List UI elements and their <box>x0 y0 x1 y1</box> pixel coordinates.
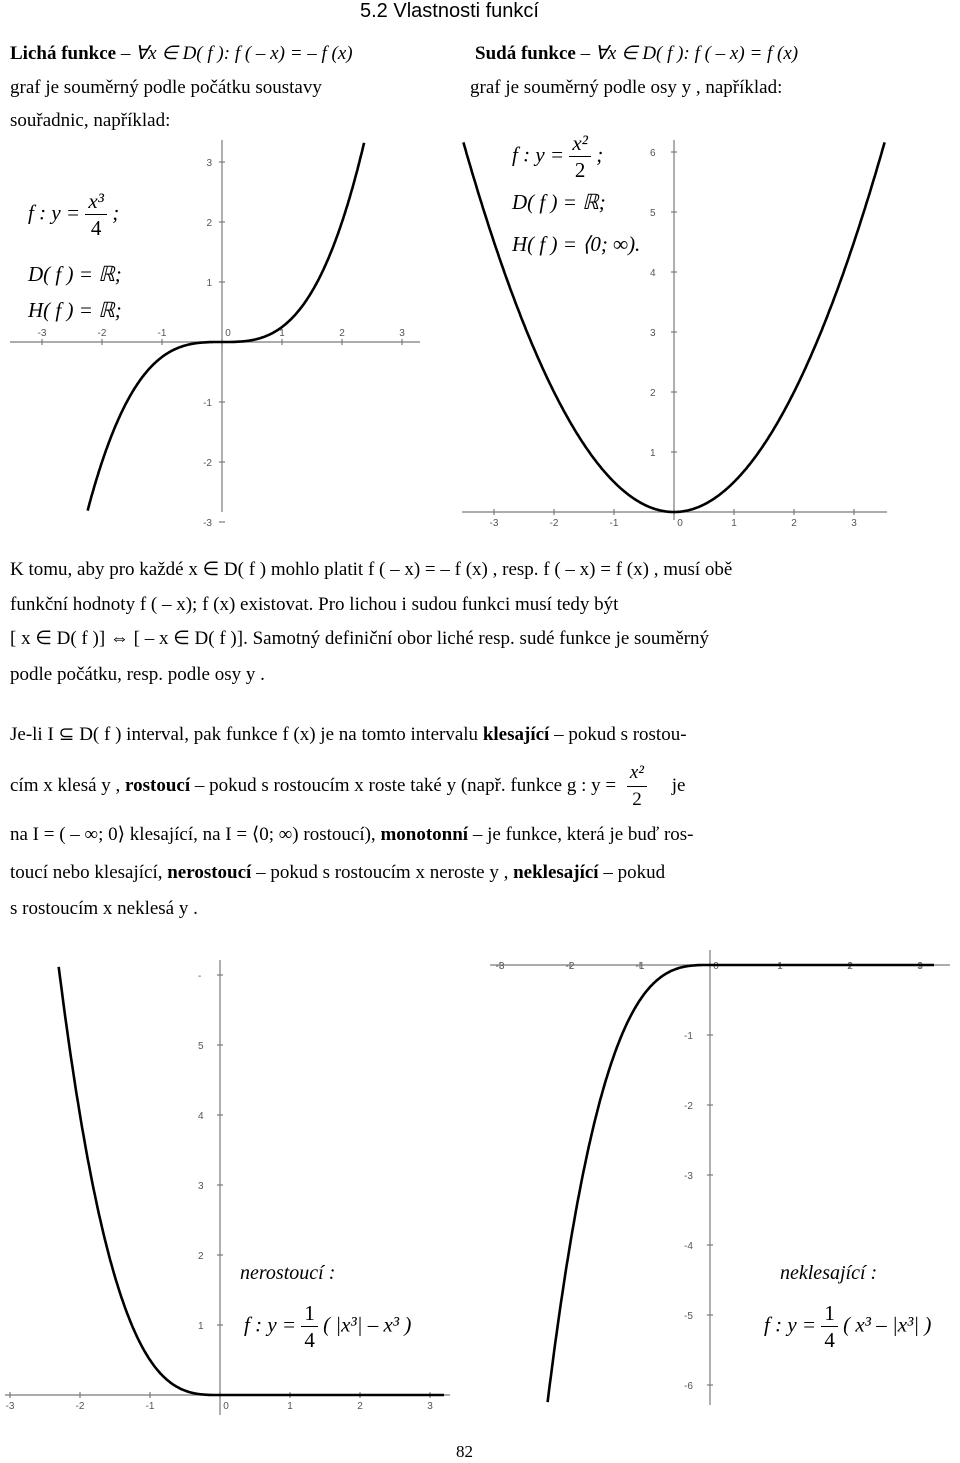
formula-body: ( |x³| – x³ ) <box>323 1312 412 1337</box>
odd-function-text-2: souřadnic, například: <box>10 110 171 131</box>
paragraph-1-line-3: [ x ∈ D( f )] ⇔ [ – x ∈ D( f )]. Samotný definiční obor liché resp. sudé funkce je souměrný <box>10 628 709 649</box>
graph2-y-tick-label: 5 <box>650 208 656 219</box>
fraction-denominator: 4 <box>824 1328 835 1352</box>
paragraph-2-line-5: s rostoucím x neklesá y . <box>10 898 198 919</box>
graph1-x-tick-label: -1 <box>157 328 167 339</box>
page-title: 5.2 Vlastnosti funkcí <box>360 0 539 22</box>
formula-prefix: f : y = <box>512 142 565 167</box>
graph4-y-tick-label: -1 <box>684 1031 693 1042</box>
paragraph-2-line-2 <box>10 760 685 813</box>
even-function-domain: D( f ) = ℝ; <box>512 190 606 214</box>
fraction-denominator: 2 <box>632 789 642 810</box>
graph1-y-tick-label: -1 <box>203 398 212 409</box>
paragraph-2-line-4 <box>10 856 665 889</box>
term-monotonni: monotonní <box>380 824 469 845</box>
graph2-x-tick-label: 2 <box>791 518 797 529</box>
graph4-y-tick-label: -6 <box>684 1381 693 1392</box>
graph1-y-tick-label: 3 <box>206 158 212 169</box>
p2-text: – je funkce, která je buď ros- <box>468 824 694 845</box>
formula-fraction <box>821 1300 838 1353</box>
graph4-x-tick-label: 1 <box>777 961 783 972</box>
graph-even-parabola <box>462 140 892 530</box>
p2-text: – pokud s rostou- <box>549 724 687 745</box>
graph1-y-tick-label: 1 <box>206 278 212 289</box>
paragraph-1-line-1: K tomu, aby pro každé x ∈ D( f ) mohlo platit f ( – x) = – f (x) , resp. f ( – x) = f (x) , musí obě <box>10 559 733 580</box>
even-function-text-1: graf je souměrný podle osy y , například: <box>470 77 783 98</box>
graph4-x-tick-label: -2 <box>565 961 575 972</box>
paragraph-2-line-3 <box>10 818 694 851</box>
graph1-axes <box>10 140 420 512</box>
formula-fraction <box>301 1300 318 1353</box>
graph2-x-tick-label: 1 <box>731 518 737 529</box>
graph3-label: nerostoucí : <box>240 1262 336 1284</box>
odd-function-term: Lichá funkce <box>10 43 117 64</box>
graph4-x-tick-label: 3 <box>917 961 923 972</box>
graph2-y-tick-label: 3 <box>650 328 656 339</box>
graph-odd-cubic <box>10 140 430 529</box>
p2-text: – pokud <box>598 862 666 883</box>
page-number: 82 <box>456 1442 473 1461</box>
fraction-denominator: 2 <box>574 158 586 182</box>
term-neklesajici: neklesající <box>513 862 599 883</box>
fraction-numerator: 1 <box>301 1300 318 1327</box>
graph3-x-tick-label: 2 <box>357 1401 363 1412</box>
example-fraction <box>627 760 647 813</box>
p2-text: – pokud s rostoucím x neroste y , <box>251 862 514 883</box>
graph2-x-tick-label: 3 <box>851 518 857 529</box>
fraction-denominator: 4 <box>304 1328 315 1352</box>
graph3-x-tick-label: -1 <box>145 1401 155 1412</box>
graph3-y-tick-label: 2 <box>198 1251 204 1262</box>
graph3-y-tick-label: 5 <box>198 1041 204 1052</box>
graph4-y-tick-label: -3 <box>684 1171 693 1182</box>
graph1-x-tick-label: -3 <box>37 328 47 339</box>
graph4-x-tick-label: 2 <box>847 961 853 972</box>
paragraph-1-line-4: podle počátku, resp. podle osy y . <box>10 664 265 685</box>
p2-text: cím x klesá y , <box>10 774 126 796</box>
graph4-y-tick-label: -4 <box>684 1241 693 1252</box>
graph1-x-tick-label: 3 <box>399 328 405 339</box>
graph2-y-tick-label: 1 <box>650 448 656 459</box>
graph1-x-tick-label: 1 <box>279 328 285 339</box>
formula-prefix: f : y = <box>244 1312 297 1337</box>
graph3-x-tick-label: -3 <box>5 1401 15 1412</box>
graph2-y-tick-label: 2 <box>650 388 656 399</box>
formula-body: ( x³ – |x³| ) <box>843 1312 932 1337</box>
graph1-x-tick-label: 2 <box>339 328 345 339</box>
fraction-numerator: 1 <box>821 1300 838 1327</box>
graph4-formula <box>764 1300 931 1353</box>
odd-function-definition: – ∀x ∈ D( f ): f ( – x) = – f (x) <box>120 43 353 64</box>
graph4-label: neklesající : <box>780 1262 878 1284</box>
p2-text: toucí nebo klesající, <box>10 862 168 883</box>
graph3-x-tick-label: 3 <box>427 1401 433 1412</box>
fraction-numerator: x² <box>627 760 647 787</box>
p2-text: na I = ( – ∞; 0⟩ klesající, na I = ⟨0; ∞) rostoucí), <box>10 824 381 845</box>
graph2-y-tick-label: 6 <box>650 148 656 159</box>
fraction-denominator: 4 <box>90 216 102 240</box>
even-function-term: Sudá funkce <box>475 43 576 64</box>
graph4-x-tick-label: -3 <box>495 961 505 972</box>
graph3-x-tick-label: 0 <box>223 1401 229 1412</box>
odd-function-domain: D( f ) = ℝ; <box>28 262 122 286</box>
even-function-range: H( f ) = ⟨0; ∞). <box>512 232 641 256</box>
graph2-y-tick-label: 4 <box>650 268 656 279</box>
formula-prefix: f : y = <box>28 200 81 225</box>
fraction-numerator: x² <box>569 130 591 157</box>
graph3-y-tick-label: - <box>198 971 202 982</box>
graph1-x-tick-label: -2 <box>97 328 107 339</box>
p2-text: je <box>671 774 686 796</box>
graph1-x-tick-label: 0 <box>225 328 231 339</box>
graph4-y-tick-label: -2 <box>684 1101 693 1112</box>
graph3-formula <box>244 1300 411 1353</box>
graph3-y-tick-label: 4 <box>198 1111 204 1122</box>
graph1-y-tick-label: 2 <box>206 218 212 229</box>
formula-prefix: f : y = <box>764 1312 817 1337</box>
paragraph-2-line-1 <box>10 718 687 751</box>
graph2-x-tick-label: -2 <box>549 518 559 529</box>
graph4-x-tick-label: 0 <box>713 961 719 972</box>
graph3-y-tick-label: 1 <box>198 1321 204 1332</box>
term-klesajici: klesající <box>482 724 550 745</box>
graph3-x-tick-label: 1 <box>287 1401 293 1412</box>
even-function-heading <box>475 42 798 65</box>
graph2-x-tick-label: 0 <box>677 518 683 529</box>
odd-function-text-1: graf je souměrný podle počátku soustavy <box>10 77 322 98</box>
p2-text: Je-li I ⊆ D( f ) interval, pak funkce f (x) je na tomto intervalu <box>10 724 483 745</box>
graph2-x-tick-label: -3 <box>489 518 499 529</box>
p2-text: – pokud s rostoucím x roste také y (např. funkce g : y = <box>190 774 617 796</box>
graph3-x-tick-label: -2 <box>75 1401 85 1412</box>
graph3-y-tick-label: 3 <box>198 1181 204 1192</box>
graph4-x-tick-label: -1 <box>635 961 645 972</box>
formula-suffix: ; <box>596 142 604 167</box>
graph2-x-tick-label: -1 <box>609 518 619 529</box>
formula-suffix: ; <box>112 200 120 225</box>
graph4-y-tick-label: -5 <box>684 1311 693 1322</box>
even-function-definition: – ∀x ∈ D( f ): f ( – x) = f (x) <box>580 43 799 64</box>
graph1-y-tick-label: -2 <box>203 458 212 469</box>
fraction-numerator: x³ <box>85 188 107 215</box>
paragraph-1-line-2: funkční hodnoty f ( – x); f (x) existovat. Pro lichou i sudou funkci musí tedy být <box>10 594 619 615</box>
graph1-y-tick-label: -3 <box>203 518 212 529</box>
odd-function-range: H( f ) = ℝ; <box>28 298 122 322</box>
odd-function-heading <box>10 42 353 65</box>
term-nerostouci: nerostoucí <box>167 862 252 883</box>
graph1-curve <box>88 143 365 511</box>
term-rostouci: rostoucí <box>125 774 191 796</box>
